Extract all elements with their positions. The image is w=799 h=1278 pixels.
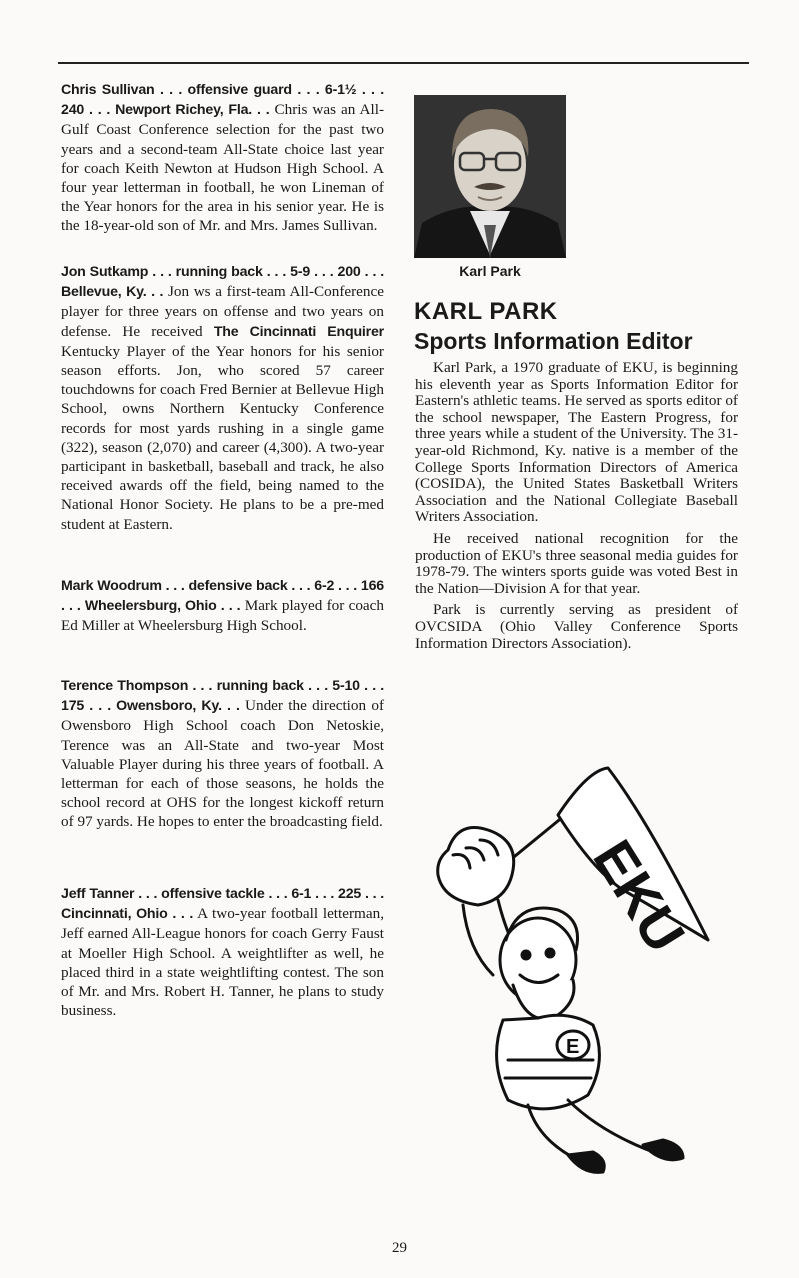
bio-lead: Jon Sutkamp . . . running back . . . 5-9 . . . 200 . . . Bellevue, Ky. . . [61,264,384,301]
feature-paragraph: Karl Park, a 1970 graduate of EKU, is beginning his eleventh year as Sports Information Editor for Eastern's athletic teams. He served as sports editor of the school newspaper, The Eastern Progress, for three years while a student of the University. The 31-year-old Richmond, Ky. native is a member of the College Sports Information Directors of America (COSIDA), the United States Basketball Writers Association and the National Collegiate Baseball Writers Association. [415,359,738,526]
bio-text: A two-year football letterman, Jeff earned All-League honors for coach Gerry Faust at Moeller High School. A weightlifter as well, he placed third in a state weightlifting contest. The son of Mr. and Mrs. Robert H. Tanner, he plans to study business. [61,905,384,1020]
bio-terence-thompson [61,676,384,832]
bio-text: Jon ws a first-team All-Conference player for three years on offense and two years on defense. He received [61,283,384,340]
bio-lead: Chris Sullivan . . . offensive guard . . . 6-1½ . . . 240 . . . Newport Richey, Fla. . . [61,82,384,119]
page-number: 29 [392,1240,407,1256]
bio-jon-sutkamp [61,262,384,534]
eku-colonel-mascot-illustration [408,760,718,1190]
feature-paragraph: Park is currently serving as president of OVCSIDA (Ohio Valley Conference Sports Information Directors Association). [415,601,738,652]
bio-text: Under the direction of Owensboro High School coach Don Netoskie, Terence was an All-State and two-year Most Valuable Player during his three years of football. A letterman for each of those seasons, he holds the school record at OHS for the longest kickoff return of 97 yards. He hopes to enter the broadcasting field. [61,697,384,831]
bio-lead: Mark Woodrum . . . defensive back . . . 6-2 . . . 166 . . . Wheelersburg, Ohio . . . [61,578,384,615]
bio-chris-sullivan [61,80,384,236]
photo-caption: Karl Park [459,263,521,279]
bio-emphasis: The Cincinnati Enquirer [213,323,384,340]
bio-lead: Jeff Tanner . . . offensive tackle . . . 6-1 . . . 225 . . . Cincinnati, Ohio . . . [61,886,384,923]
bio-jeff-tanner [61,884,384,1020]
feature-paragraph: He received national recognition for the production of EKU's three seasonal media guides for 1978-79. The winters sports guide was voted Best in the Nation—Division A for that year. [415,529,738,597]
karl-park-photo [414,95,566,258]
bio-text: Kentucky Player of the Year honors for his senior season efforts. Jon, who scored 57 career touchdowns for coach Fred Bernier at Bellevue High School, owns Northern Kentucky Conference records for most yards rushing in a single game (322), season (2,070) and career (4,300). A two-year participant in basketball, baseball and track, he also received awards off the field, being named to the National Honor Society. He plans to be a pre-med student at Eastern. [61,342,384,533]
top-rule [58,62,749,64]
feature-body [415,360,738,657]
feature-role: Sports Information Editor [414,328,693,354]
feature-heading [414,298,754,356]
bio-mark-woodrum [61,576,384,636]
bio-text: Mark played for coach Ed Miller at Wheelersburg High School. [61,597,384,635]
sweater-letter: E [566,1036,580,1058]
pennant-text: EKU [581,829,698,963]
feature-name: KARL PARK [414,298,558,325]
bio-text: Chris was an All-Gulf Coast Conference selection for the past two years and a second-team All-State choice last year for coach Keith Newton at Hudson High School. A four year letterman in football, he won Lineman of the Year honors for the area in his senior year. He is the 18-year-old son of Mr. and Mrs. James Sullivan. [61,101,384,235]
bio-lead: Terence Thompson . . . running back . . . 5-10 . . . 175 . . . Owensboro, Ky. . . [61,678,384,715]
